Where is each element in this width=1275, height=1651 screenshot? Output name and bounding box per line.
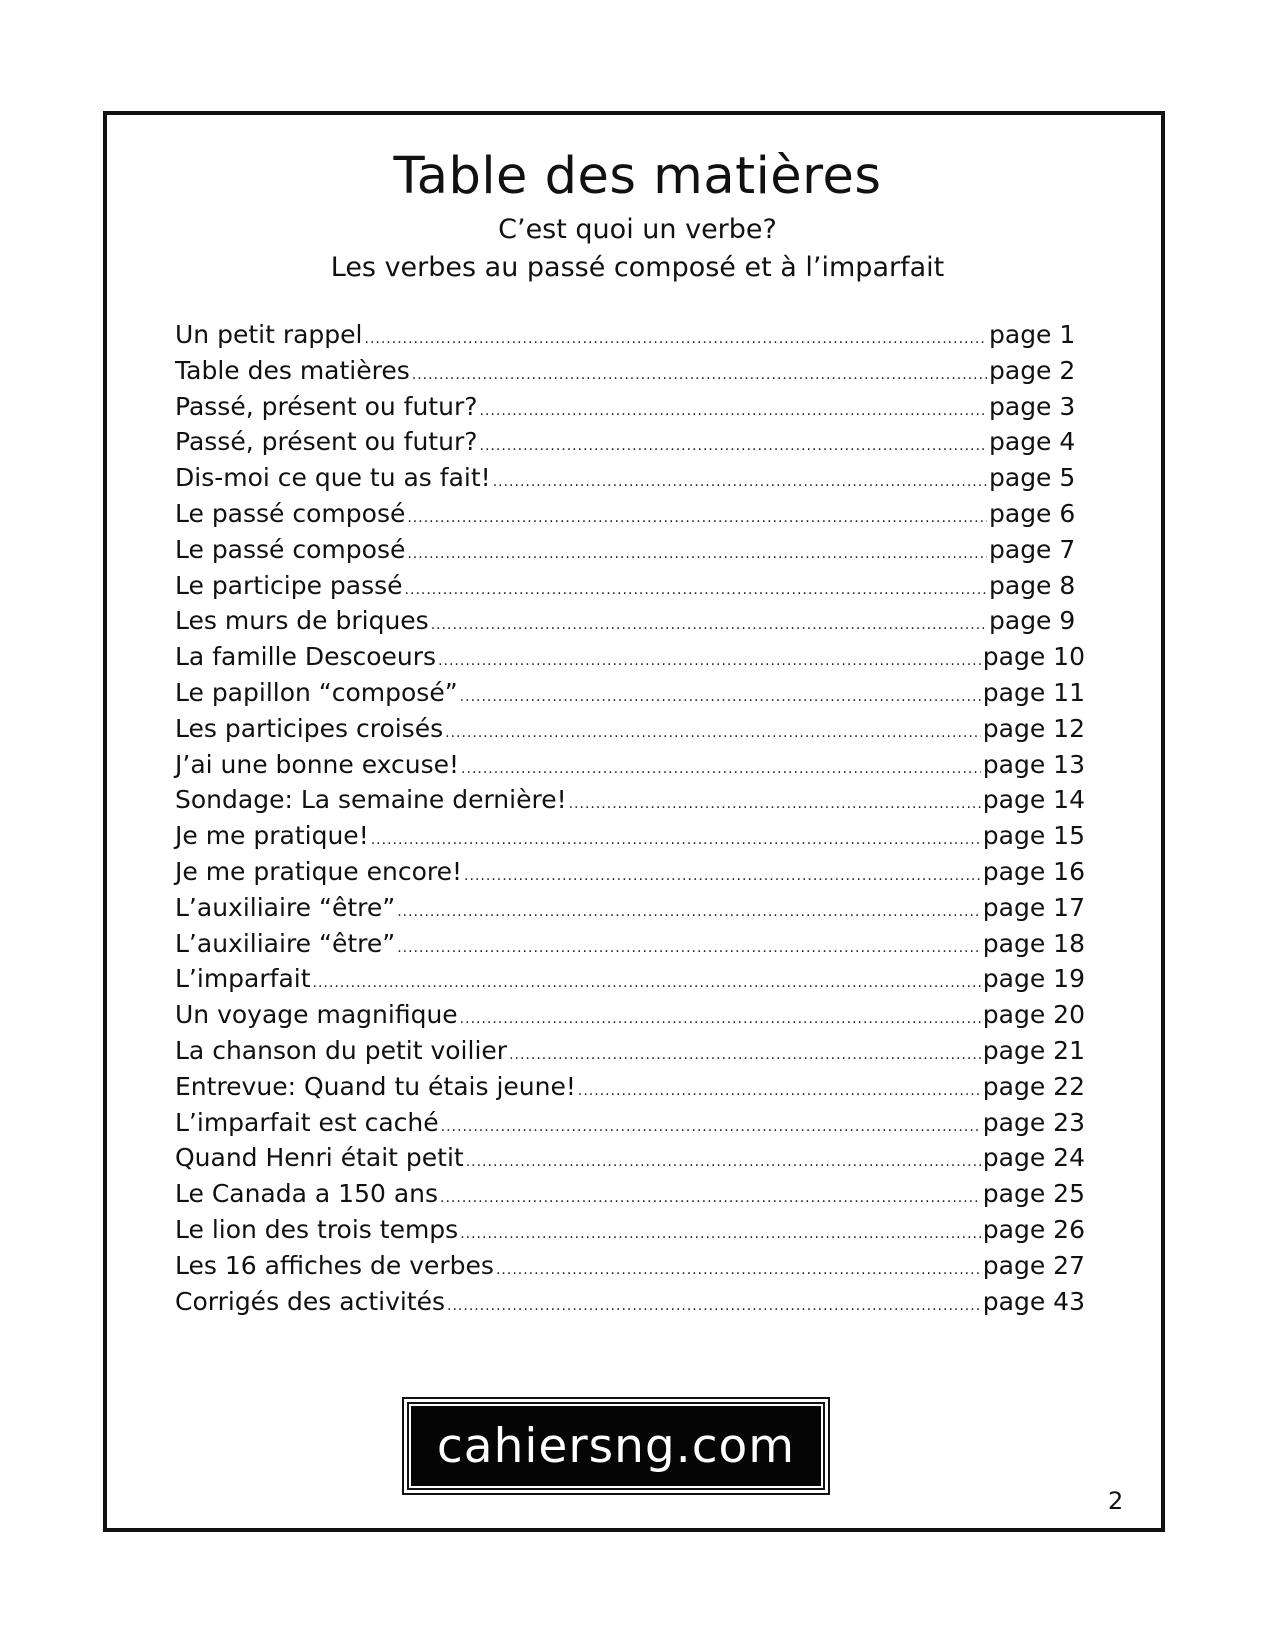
toc-dot-leader [464,868,981,884]
toc-entry-page: page 3 [989,391,1076,421]
toc-entry-page: page 10 [982,642,1085,672]
toc-entry-page: page 25 [982,1179,1085,1209]
toc-entry-page: page 18 [982,928,1085,958]
subtitle-topic: Les verbes au passé composé et à l’imparfait [330,252,945,283]
toc-entry-label: J’ai une bonne excuse! [175,749,460,779]
toc-entry-label: Le Canada a 150 ans [175,1179,439,1209]
toc-entry-label: Entrevue: Quand tu étais jeune! [175,1071,576,1101]
toc-dot-leader [438,653,981,669]
table-of-contents [175,320,1085,1322]
toc-dot-leader [493,474,987,490]
toc-entry-label: Le passé composé [175,498,406,528]
toc-entry-label: Je me pratique encore! [175,856,463,886]
toc-entry-page: page 8 [989,570,1076,600]
toc-entry [175,929,1085,965]
toc-entry-page: page 9 [989,606,1076,636]
toc-dot-leader [509,1047,981,1063]
toc-dot-leader [569,796,981,812]
toc-entry-page: page 12 [982,713,1085,743]
toc-dot-leader [397,940,981,956]
toc-dot-leader [405,582,987,598]
toc-entry-label: L’imparfait [175,964,311,994]
toc-entry-label: Les murs de briques [175,606,429,636]
website-logo [402,1397,830,1495]
toc-dot-leader [460,1011,981,1027]
toc-entry [175,392,1085,428]
toc-entry-page: page 13 [982,749,1085,779]
toc-entry [175,821,1085,857]
toc-entry-label: Corrigés des activités [175,1286,446,1316]
toc-entry [175,1072,1085,1108]
toc-entry [175,714,1085,750]
toc-entry-label: Le participe passé [175,570,403,600]
toc-entry-page: page 43 [982,1286,1085,1316]
toc-entry [175,499,1085,535]
toc-entry-label: Les 16 affiches de verbes [175,1250,494,1280]
toc-entry-label: Un voyage magnifique [175,1000,458,1030]
toc-entry-page: page 2 [989,355,1076,385]
toc-dot-leader [440,1190,981,1206]
toc-entry [175,642,1085,678]
toc-entry [175,1287,1085,1323]
toc-dot-leader [480,438,987,454]
toc-entry [175,1036,1085,1072]
toc-entry-label: La famille Descoeurs [175,642,437,672]
toc-entry [175,1108,1085,1144]
toc-entry-label: Dis-moi ce que tu as fait! [175,463,491,493]
toc-entry-label: Les participes croisés [175,713,444,743]
toc-entry-label: Table des matières [175,355,410,385]
toc-entry-page: page 7 [989,534,1076,564]
toc-entry-label: Un petit rappel [175,320,363,349]
toc-entry [175,964,1085,1000]
toc-entry-page: page 19 [982,964,1085,994]
toc-entry-label: L’auxiliaire “être” [175,892,396,922]
toc-dot-leader [407,546,987,562]
toc-dot-leader [313,975,981,991]
toc-dot-leader [460,689,981,705]
toc-entry [175,1251,1085,1287]
toc-dot-leader [578,1083,981,1099]
toc-entry-page: page 11 [982,677,1085,707]
toc-entry-label: Passé, présent ou futur? [175,427,478,457]
toc-entry [175,463,1085,499]
toc-entry-label: L’auxiliaire “être” [175,928,396,958]
toc-entry [175,750,1085,786]
toc-dot-leader [460,1226,981,1242]
toc-entry [175,1179,1085,1215]
toc-entry [175,857,1085,893]
toc-entry [175,535,1085,571]
toc-entry-label: La chanson du petit voilier [175,1035,508,1065]
toc-entry [175,1215,1085,1251]
toc-entry-label: Quand Henri était petit [175,1143,464,1173]
toc-entry [175,1000,1085,1036]
toc-entry-page: page 17 [982,892,1085,922]
website-logo-text: cahiersng.com [436,1418,796,1474]
toc-dot-leader [412,367,987,383]
toc-dot-leader [397,904,981,920]
toc-entry [175,571,1085,607]
toc-entry-label: Sondage: La semaine dernière! [175,785,567,815]
toc-entry-page: page 22 [982,1071,1085,1101]
toc-entry-page: page 15 [982,821,1085,851]
toc-dot-leader [466,1154,981,1170]
toc-dot-leader [407,510,987,526]
toc-entry-page: page 20 [982,1000,1085,1030]
toc-entry-page: page 26 [982,1214,1085,1244]
toc-entry-page: page 23 [982,1107,1085,1137]
toc-entry [175,678,1085,714]
toc-entry-page: page 5 [989,463,1076,493]
toc-dot-leader [365,331,988,347]
toc-entry [175,320,1085,356]
toc-entry-label: Je me pratique! [175,821,369,851]
toc-dot-leader [445,725,981,741]
toc-dot-leader [480,403,987,419]
toc-entry-label: Le passé composé [175,534,406,564]
page-title: Table des matières [393,147,882,206]
toc-entry-page: page 1 [989,320,1076,349]
toc-entry-page: page 16 [982,856,1085,886]
toc-entry-page: page 4 [989,427,1076,457]
website-logo-box [409,1404,823,1488]
toc-dot-leader [371,832,981,848]
toc-entry [175,606,1085,642]
toc-dot-leader [496,1262,981,1278]
toc-entry-page: page 24 [982,1143,1085,1173]
toc-entry [175,356,1085,392]
toc-entry [175,893,1085,929]
toc-dot-leader [447,1298,981,1314]
toc-entry [175,427,1085,463]
toc-entry-page: page 27 [982,1250,1085,1280]
toc-entry [175,785,1085,821]
toc-dot-leader [461,761,981,777]
toc-entry-label: Le lion des trois temps [175,1214,459,1244]
toc-entry-label: Le papillon “composé” [175,677,458,707]
toc-entry [175,1143,1085,1179]
subtitle-question: C’est quoi un verbe? [498,214,777,245]
toc-entry-page: page 14 [982,785,1085,815]
page-number: 2 [1108,1487,1124,1515]
toc-entry-page: page 21 [982,1035,1085,1065]
toc-dot-leader [431,617,987,633]
toc-entry-page: page 6 [989,498,1076,528]
toc-entry-label: L’imparfait est caché [175,1107,439,1137]
toc-dot-leader [441,1119,981,1135]
toc-entry-label: Passé, présent ou futur? [175,391,478,421]
